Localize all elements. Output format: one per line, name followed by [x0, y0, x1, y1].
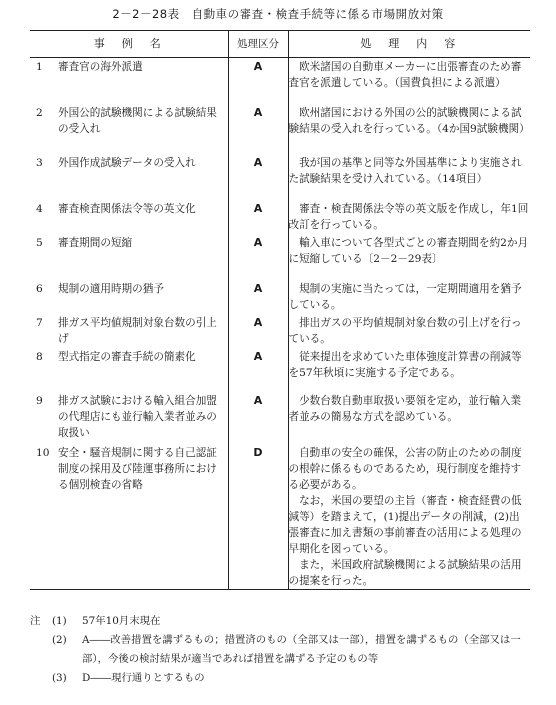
note-2: [30, 631, 530, 669]
content-cell: [288, 104, 530, 154]
note-1: [30, 612, 530, 631]
case-number: 3: [36, 156, 43, 169]
case-number: 4: [36, 202, 43, 215]
table-row: [30, 314, 530, 348]
table-row: [30, 154, 530, 200]
content-paragraph: 欧州諸国における外国の公的試験機関による試験結果の受入れを行っている。（4か国9試験機関）: [288, 106, 530, 135]
case-name: 審査検査関係法令等の英文化: [58, 202, 196, 215]
content-cell: [288, 314, 530, 348]
division-cell: A: [228, 234, 288, 280]
notes: [30, 612, 530, 688]
division-cell: A: [228, 348, 288, 392]
note-3: [30, 669, 530, 688]
case-number: 10: [36, 446, 50, 459]
note-number: (1): [52, 615, 67, 627]
case-cell: [30, 392, 228, 444]
note-label: 注: [30, 615, 41, 627]
case-name: 規制の適用時期の猶予: [58, 282, 164, 295]
case-name: 外国公的試験機関による試験結果の受入れ: [58, 106, 217, 135]
content-paragraph: 排出ガスの平均値規制対象台数の引上げを行っている。: [288, 316, 522, 345]
case-cell: [30, 314, 228, 348]
header-case: 事 例 名: [93, 37, 164, 50]
division-cell: A: [228, 58, 288, 104]
division-cell: A: [228, 314, 288, 348]
table-row: [30, 280, 530, 314]
content-paragraph: 欧米諸国の自動車メーカーに出張審査のため審査官を派遣している。（国費負担による派遣）: [288, 61, 522, 89]
case-number: 6: [36, 282, 43, 295]
case-cell: [30, 58, 228, 104]
note-text: 57年10月末現在: [82, 615, 161, 627]
case-number: 7: [36, 316, 43, 329]
content-cell: [288, 392, 530, 444]
content-paragraph: 輸入車について各型式ごとの審査期間を約2か月に短縮している〔2－2－29表〕: [288, 236, 529, 265]
case-number: 5: [36, 236, 43, 249]
table-row: [30, 58, 530, 104]
case-name: 型式指定の審査手続の簡素化: [58, 350, 196, 363]
content-cell: [288, 200, 530, 234]
content-cell: [288, 348, 530, 392]
case-name: 安全・騒音規制に関する自己認証制度の採用及び陸運事務所における個別検査の省略: [58, 446, 217, 491]
content-paragraph: 規制の実施に当たっては，一定期間適用を猶予している。: [288, 282, 522, 311]
table-title: 2－2－28表 自動車の審査・検査手続等に係る市場開放対策: [112, 7, 444, 21]
content-paragraph: 我が国の基準と同等な外国基準により実施された試験結果を受け入れている。（14項目）: [288, 156, 522, 185]
table-row: [30, 200, 530, 234]
note-number: (3): [52, 672, 67, 684]
content-cell: [288, 280, 530, 314]
content-paragraph: 自動車の安全の確保，公害の防止のための制度の根幹に係るものであるため，現行制度を維持する必要がある。: [288, 446, 522, 491]
case-name: 排ガス試験における輸入組合加盟の代理店にも並行輸入業者並みの取扱い: [58, 394, 217, 439]
case-cell: [30, 348, 228, 392]
case-number: 2: [36, 106, 43, 119]
case-name: 審査官の海外派遣: [58, 61, 143, 73]
case-number: 9: [36, 394, 43, 407]
header-row: [30, 31, 530, 58]
content-cell: [288, 444, 530, 590]
note-number: (2): [52, 634, 67, 646]
case-name: 外国作成試験データの受入れ: [58, 156, 196, 169]
table-row: [30, 104, 530, 154]
content-cell: [288, 234, 530, 280]
header-content: 処 理 内 容: [288, 31, 530, 58]
content-paragraph: また，米国政府試験機関による試験結果の活用の提案を行った。: [288, 558, 522, 587]
division-cell: A: [228, 200, 288, 234]
division-cell: D: [228, 444, 288, 590]
table-row: [30, 444, 530, 590]
case-number: 1: [36, 61, 43, 73]
note-text: A――改善措置を講ずるもの；措置済のもの（全部又は一部），措置を講ずるもの（全部又は一部），今後の検討結果が適当であれば措置を講ずる予定のもの等: [82, 634, 521, 665]
case-name: 審査期間の短縮: [58, 236, 133, 249]
case-cell: [30, 444, 228, 590]
content-cell: [288, 58, 530, 104]
case-cell: [30, 280, 228, 314]
table-row: [30, 234, 530, 280]
content-paragraph: なお，米国の要望の主旨（審査・検査経費の低減等）を踏まえて，(1)提出データの削減，(2)出張審査に加え書類の事前審査の活用による処理の早期化を図っている。: [288, 494, 522, 555]
case-cell: [30, 104, 228, 154]
case-cell: [30, 234, 228, 280]
division-cell: A: [228, 392, 288, 444]
note-text: D――現行通りとするもの: [82, 672, 205, 684]
division-cell: A: [228, 280, 288, 314]
content-paragraph: 少数台数自動車取扱い要領を定め，並行輸入業者並みの簡易な方式を認めている。: [288, 394, 522, 423]
table-row: [30, 392, 530, 444]
content-cell: [288, 154, 530, 200]
content-paragraph: 審査・検査関係法令等の英文版を作成し，年1回改訂を行っている。: [288, 202, 529, 231]
division-cell: A: [228, 104, 288, 154]
case-name: 排ガス平均値規制対象台数の引上げ: [58, 316, 217, 345]
content-paragraph: 従来提出を求めていた車体強度計算書の削減等を57年秋頃に実施する予定である。: [288, 350, 522, 379]
case-cell: [30, 154, 228, 200]
table-row: [30, 348, 530, 392]
case-cell: [30, 200, 228, 234]
case-number: 8: [36, 350, 43, 363]
header-division: 処理区分: [228, 31, 288, 58]
division-cell: A: [228, 154, 288, 200]
market-opening-table: [30, 30, 530, 590]
